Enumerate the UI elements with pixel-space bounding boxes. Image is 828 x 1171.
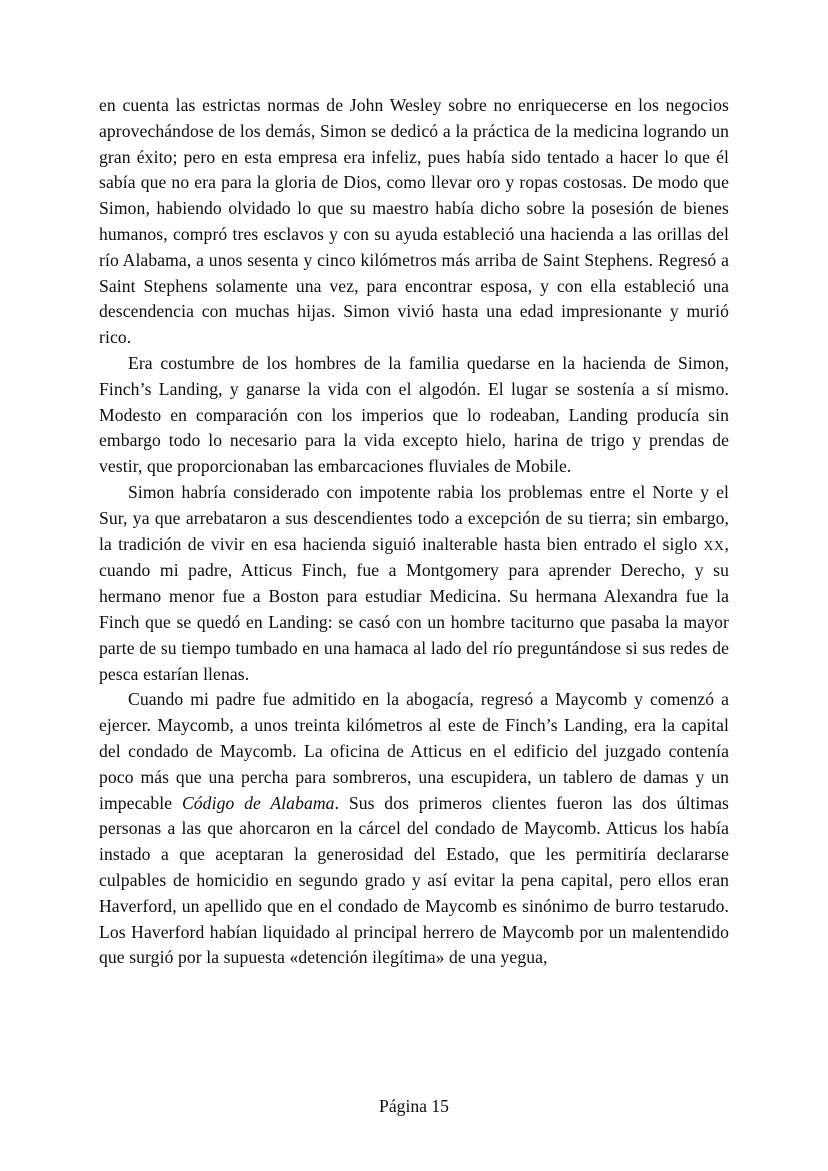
text-segment: en cuenta las estrictas normas de John Wesley sobre no enriquecerse en los negocios aprovechándose de los demás, Simon se dedicó a la práctica de la medicina logrando un gran éxito; pero en esta empresa era infeliz, pues había sido tentado a hacer lo que él sabía que no era para la gloria de Dios, como llevar oro y ropas costosas. De modo que Simon, habiendo olvidado lo que su maestro había dicho sobre la posesión de bienes humanos, compró tres esclavos y con su ayuda estableció una hacienda a las orillas del río Alabama, a unos sesenta y cinco kilómetros más arriba de Saint Stephens. Regresó a Saint Stephens solamente una vez, para encontrar esposa, y con ella estableció una descendencia con muchas hijas. Simon vivió hasta una edad impresionante y murió rico. [99, 95, 729, 348]
text-segment: . Sus dos primeros clientes fueron las dos últimas personas a las que ahorcaron en la cárcel del condado de Maycomb. Atticus los había instado a que aceptaran la generosidad del Estado, que les permitiría declararse culpables de homicidio en segundo grado y así evitar la pena capital, pero ellos eran Haverford, un apellido que en el condado de Maycomb es sinónimo de burro testarudo. Los Haverford habían liquidado al principal herrero de Maycomb por un malentendido que surgió por la supuesta «detención ilegítima» de una yegua, [99, 792, 729, 968]
page-number: Página 15 [379, 1096, 449, 1116]
text-segment: Cuando mi padre fue admitido en la abogacía, regresó a Maycomb y comenzó a ejercer. Maycomb, a unos treinta kilómetros al este de Finch’s Landing, era la capital del condado de Maycomb. La oficina de Atticus en el edificio del juzgado contenía poco más que una percha para sombreros, una escupidera, un tablero de damas y un impecable [99, 689, 729, 813]
text-segment: Era costumbre de los hombres de la familia quedarse en la hacienda de Simon, Finch’s Landing, y ganarse la vida con el algodón. El lugar se sostenía a sí mismo. Modesto en comparación con los imperios que lo rodeaban, Landing producía sin embargo todo lo necesario para la vida excepto hielo, harina de trigo y prendas de vestir, que proporcionaban las embarcaciones fluviales de Mobile. [99, 352, 729, 477]
paragraph [99, 687, 729, 971]
text-block [99, 93, 729, 971]
text-segment: XX [703, 537, 725, 553]
paragraph [99, 93, 729, 351]
text-segment: Código de Alabama [181, 792, 335, 813]
paragraph [99, 480, 729, 687]
text-segment: Simon habría considerado con impotente rabia los problemas entre el Norte y el Sur, ya que arrebataron a sus descendientes todo a excepción de su tierra; sin embargo, la tradición de vivir en esa hacienda siguió inalterable hasta bien entrado el siglo [99, 481, 729, 554]
paragraph [99, 351, 729, 480]
text-segment: , cuando mi padre, Atticus Finch, fue a Montgomery para aprender Derecho, y su hermano menor fue a Boston para estudiar Medicina. Su hermana Alexandra fue la Finch que se quedó en Landing: se casó con un hombre taciturno que pasaba la mayor parte de su tiempo tumbado en una hamaca al lado del río preguntándose si sus redes de pesca estarían llenas. [99, 533, 729, 684]
